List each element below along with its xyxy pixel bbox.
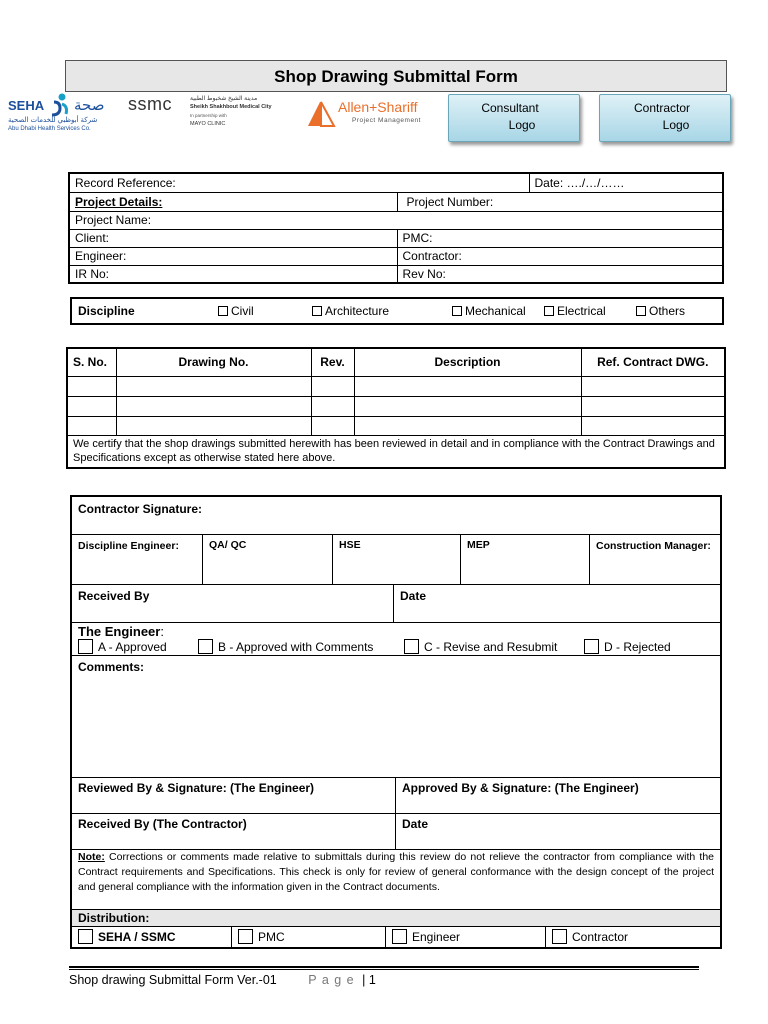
checkbox[interactable] — [218, 306, 228, 316]
contractor-signature-label: Contractor Signature: — [72, 497, 720, 535]
footer-separator: | — [362, 973, 366, 987]
review-approval-row — [72, 778, 720, 814]
ssmc-logo: ssmc مدينة الشيخ شخبوط الطبية Sheikh Shakhbout Medical City In partnership with MAYO CLINIC — [128, 94, 272, 127]
checkbox[interactable] — [552, 929, 567, 944]
distribution-row — [72, 927, 720, 947]
received-date-label: Date — [400, 589, 427, 603]
qa-qc-label: QA/ QC — [203, 535, 333, 584]
seha-logo: SEHA صحة شركة أبوظبي للخدمات الصحية Abu Dhabi Health Services Co. — [6, 92, 106, 140]
footer-page-number: 1 — [368, 973, 376, 987]
table-row — [67, 396, 725, 416]
checkbox[interactable] — [312, 306, 322, 316]
table-row — [67, 376, 725, 396]
allen-shariff-emblem-icon — [306, 98, 336, 128]
distribution-option-contractor[interactable]: Contractor — [546, 927, 720, 947]
discipline-row — [70, 297, 724, 325]
approved-by-label: Approved By & Signature: (The Engineer) — [402, 781, 639, 795]
discipline-option-civil[interactable]: Civil — [218, 304, 254, 318]
table-row — [67, 416, 725, 435]
record-details-table — [68, 172, 724, 284]
checkbox[interactable] — [78, 639, 93, 654]
project-number-label: Project Number: — [397, 192, 723, 211]
column-header-ref-contract-dwg: Ref. Contract DWG. — [581, 348, 725, 376]
column-header-description: Description — [354, 348, 581, 376]
ir-no-label: IR No: — [69, 265, 397, 283]
the-engineer-label: The Engineer — [78, 624, 161, 639]
pmc-label: PMC: — [397, 229, 723, 247]
received-by-label: Received By — [72, 585, 394, 622]
page-title: Shop Drawing Submittal Form — [65, 60, 727, 92]
checkbox[interactable] — [404, 639, 419, 654]
rev-no-label: Rev No: — [397, 265, 723, 283]
date-label: Date: …./…/…… — [529, 173, 723, 192]
status-option-approved-with-comments[interactable]: B - Approved with Comments — [198, 639, 373, 654]
contractor-logo-placeholder: Contractor Logo — [599, 94, 731, 142]
checkbox[interactable] — [584, 639, 599, 654]
checkbox[interactable] — [78, 929, 93, 944]
status-option-rejected[interactable]: D - Rejected — [584, 639, 671, 654]
checkbox[interactable] — [238, 929, 253, 944]
discipline-option-architecture[interactable]: Architecture — [312, 304, 389, 318]
comments-box[interactable] — [72, 656, 720, 778]
signoff-section — [70, 495, 722, 949]
checkbox[interactable] — [198, 639, 213, 654]
footer-page-word: P a g e — [308, 973, 355, 987]
reviewed-by-label: Reviewed By & Signature: (The Engineer) — [72, 778, 396, 813]
note-label: Note: — [78, 851, 105, 863]
distribution-option-engineer[interactable]: Engineer — [386, 927, 546, 947]
engineer-label: Engineer: — [69, 247, 397, 265]
client-label: Client: — [69, 229, 397, 247]
checkbox[interactable] — [544, 306, 554, 316]
consultant-logo-placeholder: Consultant Logo — [448, 94, 580, 142]
hse-label: HSE — [333, 535, 461, 584]
received-by-row — [72, 585, 720, 623]
column-header-s-no: S. No. — [67, 348, 116, 376]
record-reference-label: Record Reference: — [69, 173, 529, 192]
note-box — [72, 850, 720, 910]
discipline-engineer-label: Discipline Engineer: — [72, 535, 203, 584]
status-option-revise-and-resubmit[interactable]: C - Revise and Resubmit — [404, 639, 557, 654]
project-name-label: Project Name: — [69, 211, 723, 229]
drawings-table — [66, 347, 726, 469]
distribution-option-seha-ssmc[interactable]: SEHA / SSMC — [72, 927, 232, 947]
discipline-option-others[interactable]: Others — [636, 304, 685, 318]
engineer-status-row: The Engineer: A - Approved B - Approved with Comments C - Revise and Resubmit D - Rejected — [72, 623, 720, 656]
checkbox[interactable] — [452, 306, 462, 316]
distribution-label: Distribution: — [72, 910, 720, 927]
contractor-date-label: Date — [402, 817, 429, 831]
discipline-option-electrical[interactable]: Electrical — [544, 304, 606, 318]
certification-statement: We certify that the shop drawings submitted herewith has been reviewed in detail and in compliance with the Contract Drawings and Specifications except as otherwise stated here above. — [67, 435, 725, 468]
discipline-label: Discipline — [78, 304, 135, 318]
note-text: Corrections or comments made relative to submittals during this review do not relieve the contractor from compliance with the Contract requirements and Specifications. This check is only for review of general conformance with the design concept of the project and general compliance with the information given in the Contract documents. — [78, 851, 714, 893]
checkbox[interactable] — [636, 306, 646, 316]
approvals-row — [72, 535, 720, 585]
project-details-label: Project Details: — [69, 192, 397, 211]
footer-form-version: Shop drawing Submittal Form Ver.-01 — [69, 973, 277, 987]
column-header-drawing-no: Drawing No. — [116, 348, 311, 376]
comments-label: Comments: — [78, 660, 145, 674]
seha-emblem-icon — [46, 92, 72, 118]
status-option-approved[interactable]: A - Approved — [78, 639, 167, 654]
column-header-rev: Rev. — [311, 348, 354, 376]
footer — [69, 973, 376, 987]
footer-rule — [69, 966, 699, 970]
distribution-option-pmc[interactable]: PMC — [232, 927, 386, 947]
checkbox[interactable] — [392, 929, 407, 944]
contractor-receipt-row — [72, 814, 720, 850]
discipline-option-mechanical[interactable]: Mechanical — [452, 304, 526, 318]
mep-label: MEP — [461, 535, 590, 584]
received-by-contractor-label: Received By (The Contractor) — [72, 814, 396, 849]
contractor-label: Contractor: — [397, 247, 723, 265]
construction-manager-label: Construction Manager: — [596, 540, 711, 552]
allen-shariff-logo: Allen+Shariff Project Management — [306, 96, 438, 132]
